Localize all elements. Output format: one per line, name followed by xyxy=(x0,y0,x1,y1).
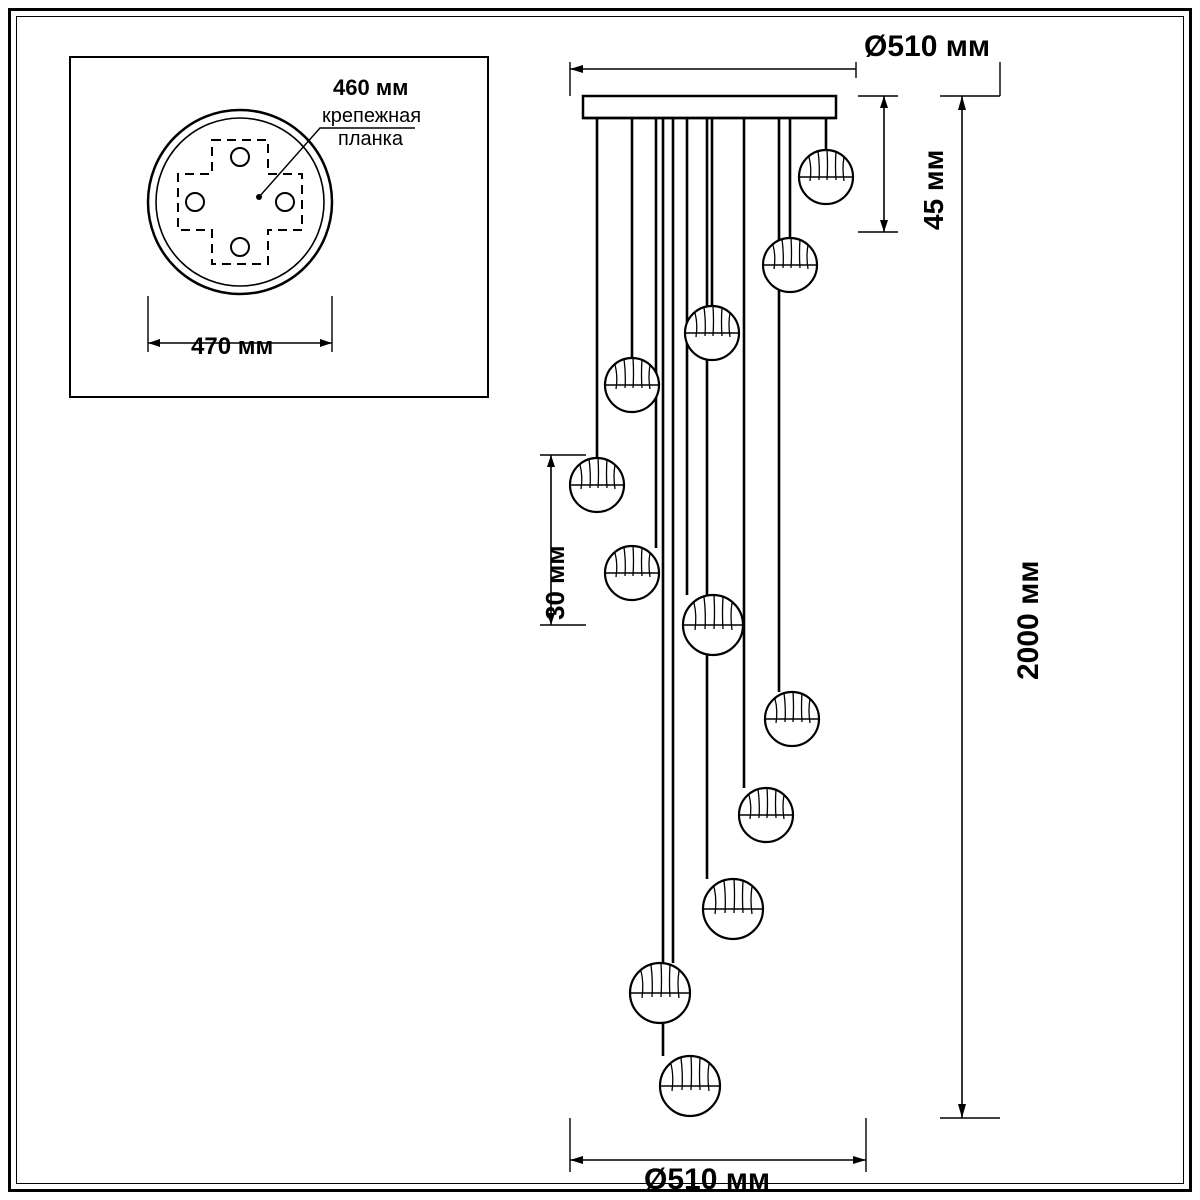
label-bottom-diameter: Ø510 мм xyxy=(644,1163,771,1196)
pendant-sphere-7 xyxy=(683,595,743,655)
pendant-sphere-10 xyxy=(703,879,763,939)
label-plate-caption-line1: крепежная xyxy=(322,105,422,127)
ceiling-mount-detail xyxy=(70,57,488,397)
label-top-diameter: Ø510 мм xyxy=(864,30,991,63)
pendant-sphere-8 xyxy=(765,692,819,746)
label-overall-height: 2000 мм xyxy=(1012,560,1045,680)
pendant-sphere-11 xyxy=(630,963,690,1023)
pendant-sphere-3 xyxy=(685,306,739,360)
label-plate-caption-line2: планка xyxy=(338,128,403,150)
label-base-diameter: 470 мм xyxy=(191,333,274,360)
chandelier-elevation xyxy=(570,96,853,1116)
pendant-sphere-9 xyxy=(739,788,793,842)
pendant-sphere-1 xyxy=(799,150,853,204)
pendant-sphere-5 xyxy=(570,458,624,512)
pendant-sphere-4 xyxy=(605,358,659,412)
dimension-sphere-45 xyxy=(858,96,898,232)
dimension-overall-height xyxy=(940,96,1000,1118)
dimension-top-diameter xyxy=(570,62,1000,96)
label-canopy-height: 30 мм xyxy=(540,545,570,620)
pendant-sphere-12 xyxy=(660,1056,720,1116)
label-sphere-diameter: 45 мм xyxy=(918,149,949,230)
label-plate-size: 460 мм xyxy=(333,75,409,100)
pendant-sphere-6 xyxy=(605,546,659,600)
pendant-sphere-2 xyxy=(763,238,817,292)
